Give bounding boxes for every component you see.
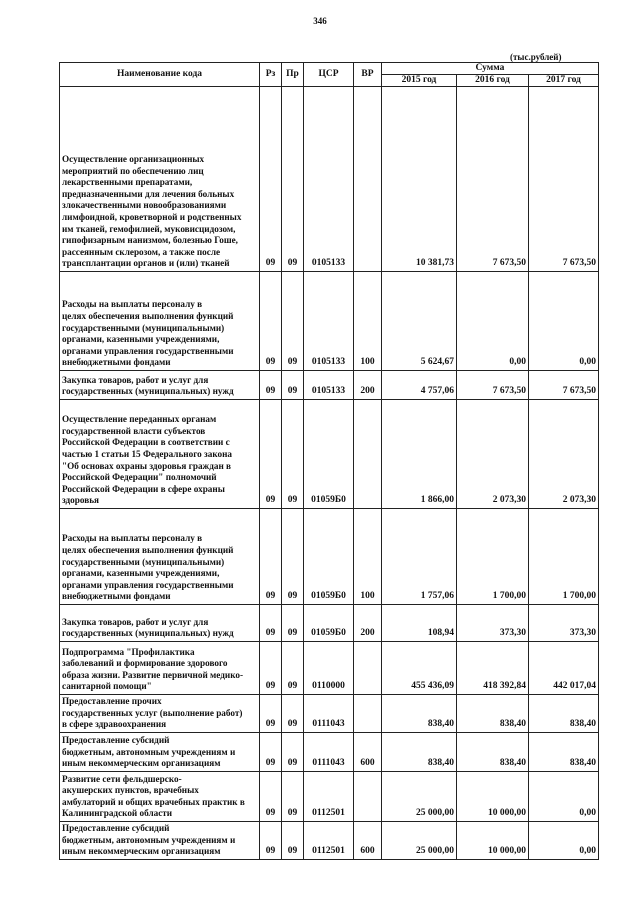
row-pr: 09 bbox=[282, 733, 304, 772]
row-2015: 5 624,67 bbox=[382, 272, 457, 371]
row-2015: 25 000,00 bbox=[382, 822, 457, 860]
row-2017: 1 700,00 bbox=[529, 509, 599, 605]
header-sum: Сумма bbox=[382, 63, 599, 75]
table-row bbox=[60, 695, 599, 733]
row-2017: 838,40 bbox=[529, 733, 599, 772]
row-name: Осуществление организационных мероприятий по обеспечению лиц лекарственными препаратами, предназначенными для лечения больных злокачественными новообразованиями лимфоидной, кроветворной и родственных им тканей, гемофилией, муковисцидозом, гипофизарным нанизмом, болезнью Гоше, рассеянным склерозом, а также после трансплантации органов и (или) тканей bbox=[60, 87, 260, 272]
row-pr: 09 bbox=[282, 400, 304, 509]
row-pr: 09 bbox=[282, 605, 304, 642]
row-pr: 09 bbox=[282, 822, 304, 860]
header-rz: Рз bbox=[260, 63, 282, 87]
table-row bbox=[60, 400, 599, 509]
row-rz: 09 bbox=[260, 371, 282, 400]
row-2017: 7 673,50 bbox=[529, 371, 599, 400]
budget-table bbox=[59, 62, 599, 860]
row-rz: 09 bbox=[260, 642, 282, 695]
table-row bbox=[60, 822, 599, 860]
row-2015: 838,40 bbox=[382, 695, 457, 733]
row-2015: 108,94 bbox=[382, 605, 457, 642]
row-rz: 09 bbox=[260, 509, 282, 605]
header-vr: ВР bbox=[354, 63, 382, 87]
row-csr: 0110000 bbox=[304, 642, 354, 695]
row-2016: 2 073,30 bbox=[457, 400, 529, 509]
row-rz: 09 bbox=[260, 772, 282, 822]
row-name: Подпрограмма "Профилактика заболеваний и формирование здорового образа жизни. Развитие первичной медико- санитарной помощи" bbox=[60, 642, 260, 695]
row-name: Закупка товаров, работ и услуг для государственных (муниципальных) нужд bbox=[60, 371, 260, 400]
row-2015: 1 757,06 bbox=[382, 509, 457, 605]
row-csr: 0105133 bbox=[304, 371, 354, 400]
row-rz: 09 bbox=[260, 400, 282, 509]
row-2016: 7 673,50 bbox=[457, 87, 529, 272]
table-row bbox=[60, 87, 599, 272]
row-name: Развитие сети фельдшерско- акушерских пунктов, врачебных амбулаторий и общих врачебных практик в Калининградской области bbox=[60, 772, 260, 822]
row-2017: 838,40 bbox=[529, 695, 599, 733]
row-pr: 09 bbox=[282, 509, 304, 605]
row-2016: 838,40 bbox=[457, 733, 529, 772]
row-2017: 0,00 bbox=[529, 822, 599, 860]
row-2017: 442 017,04 bbox=[529, 642, 599, 695]
table-row bbox=[60, 509, 599, 605]
row-csr: 01059Б0 bbox=[304, 400, 354, 509]
row-vr: 200 bbox=[354, 371, 382, 400]
row-pr: 09 bbox=[282, 371, 304, 400]
row-pr: 09 bbox=[282, 772, 304, 822]
header-name: Наименование кода bbox=[60, 63, 260, 87]
row-csr: 01059Б0 bbox=[304, 605, 354, 642]
row-vr: 600 bbox=[354, 733, 382, 772]
row-rz: 09 bbox=[260, 733, 282, 772]
row-vr: 200 bbox=[354, 605, 382, 642]
row-2016: 10 000,00 bbox=[457, 772, 529, 822]
row-csr: 0105133 bbox=[304, 272, 354, 371]
row-2015: 25 000,00 bbox=[382, 772, 457, 822]
row-name: Предоставление прочих государственных услуг (выполнение работ) в сфере здравоохранения bbox=[60, 695, 260, 733]
row-vr bbox=[354, 642, 382, 695]
row-2017: 0,00 bbox=[529, 272, 599, 371]
row-rz: 09 bbox=[260, 605, 282, 642]
row-vr bbox=[354, 772, 382, 822]
table-row bbox=[60, 605, 599, 642]
row-vr: 100 bbox=[354, 272, 382, 371]
header-2015: 2015 год bbox=[382, 75, 457, 87]
row-2015: 4 757,06 bbox=[382, 371, 457, 400]
row-2015: 455 436,09 bbox=[382, 642, 457, 695]
row-2016: 373,30 bbox=[457, 605, 529, 642]
row-vr bbox=[354, 695, 382, 733]
row-2017: 2 073,30 bbox=[529, 400, 599, 509]
row-name: Предоставление субсидий бюджетным, автономным учреждениям и иным некоммерческим организациям bbox=[60, 822, 260, 860]
header-pr: Пр bbox=[282, 63, 304, 87]
row-csr: 01059Б0 bbox=[304, 509, 354, 605]
row-csr: 0112501 bbox=[304, 822, 354, 860]
row-csr: 0111043 bbox=[304, 733, 354, 772]
row-rz: 09 bbox=[260, 87, 282, 272]
row-name: Расходы на выплаты персоналу в целях обеспечения выполнения функций государственными (муниципальными) органами, казенными учреждениями, органами управления государственными внебюджетными фондами bbox=[60, 509, 260, 605]
page-number: 346 bbox=[313, 16, 327, 26]
row-name: Закупка товаров, работ и услуг для государственных (муниципальных) нужд bbox=[60, 605, 260, 642]
row-name: Расходы на выплаты персоналу в целях обеспечения выполнения функций государственными (муниципальными) органами, казенными учреждениями, органами управления государственными внебюджетными фондами bbox=[60, 272, 260, 371]
row-2016: 418 392,84 bbox=[457, 642, 529, 695]
row-2016: 10 000,00 bbox=[457, 822, 529, 860]
row-2016: 7 673,50 bbox=[457, 371, 529, 400]
table-row bbox=[60, 733, 599, 772]
header-2016: 2016 год bbox=[457, 75, 529, 87]
row-2017: 373,30 bbox=[529, 605, 599, 642]
table-row bbox=[60, 772, 599, 822]
row-rz: 09 bbox=[260, 822, 282, 860]
row-pr: 09 bbox=[282, 695, 304, 733]
units-label: (тыс.рублей) bbox=[510, 52, 562, 62]
table-row bbox=[60, 272, 599, 371]
row-2015: 10 381,73 bbox=[382, 87, 457, 272]
row-pr: 09 bbox=[282, 272, 304, 371]
row-vr bbox=[354, 87, 382, 272]
row-vr bbox=[354, 400, 382, 509]
header-2017: 2017 год bbox=[529, 75, 599, 87]
row-pr: 09 bbox=[282, 87, 304, 272]
row-2016: 0,00 bbox=[457, 272, 529, 371]
table-row bbox=[60, 642, 599, 695]
header-csr: ЦСР bbox=[304, 63, 354, 87]
row-name: Предоставление субсидий бюджетным, автономным учреждениям и иным некоммерческим организациям bbox=[60, 733, 260, 772]
row-pr: 09 bbox=[282, 642, 304, 695]
row-rz: 09 bbox=[260, 272, 282, 371]
row-vr: 100 bbox=[354, 509, 382, 605]
row-2017: 0,00 bbox=[529, 772, 599, 822]
row-2015: 838,40 bbox=[382, 733, 457, 772]
table-row bbox=[60, 371, 599, 400]
row-2016: 1 700,00 bbox=[457, 509, 529, 605]
row-vr: 600 bbox=[354, 822, 382, 860]
row-csr: 0111043 bbox=[304, 695, 354, 733]
row-2017: 7 673,50 bbox=[529, 87, 599, 272]
row-name: Осуществление переданных органам государственной власти субъектов Российской Федерации в соответствии с частью 1 статьи 15 Федерального закона "Об основах охраны здоровья граждан в Российской Федерации" полномочий Российской Федерации в сфере охраны здоровья bbox=[60, 400, 260, 509]
row-csr: 0112501 bbox=[304, 772, 354, 822]
row-2015: 1 866,00 bbox=[382, 400, 457, 509]
row-rz: 09 bbox=[260, 695, 282, 733]
row-2016: 838,40 bbox=[457, 695, 529, 733]
row-csr: 0105133 bbox=[304, 87, 354, 272]
